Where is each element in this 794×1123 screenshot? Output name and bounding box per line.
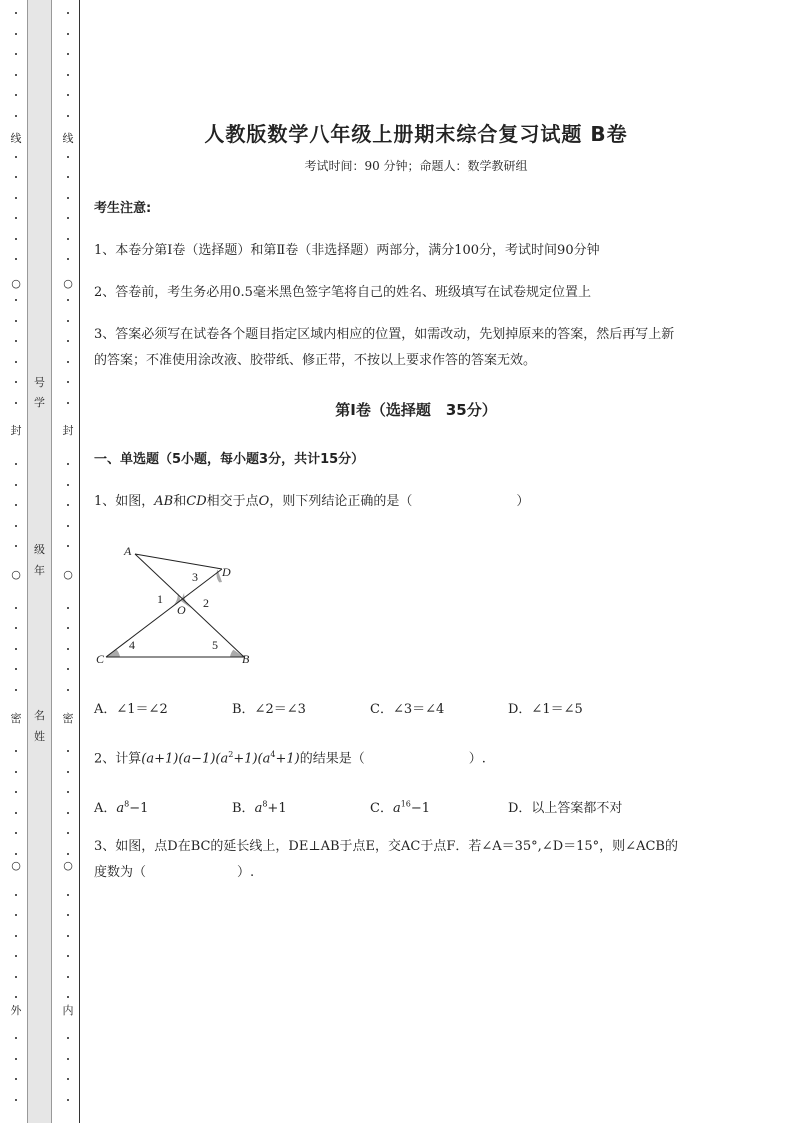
binding-right-dot	[67, 607, 69, 609]
binding-right-mark: ○	[60, 569, 76, 581]
binding-line	[79, 0, 80, 1123]
binding-right-dot	[67, 94, 69, 96]
binding-right-mark: 线	[60, 133, 76, 145]
part1-title: 第Ⅰ卷（选择题 35分）	[335, 401, 497, 419]
binding-left-dot	[15, 12, 17, 14]
q2-end: +1)	[275, 751, 300, 767]
binding-left-dot	[15, 74, 17, 76]
q1-option-b: B．∠2＝∠3	[232, 702, 306, 717]
binding-left-dot	[15, 832, 17, 834]
strip-label-hao: 号	[34, 376, 45, 389]
binding-left-dot	[15, 94, 17, 96]
binding-left-dot	[15, 750, 17, 752]
binding-right-dot	[67, 12, 69, 14]
label-o: O	[177, 603, 186, 617]
q1-ab: AB	[154, 494, 174, 509]
label-angle-4: 4	[129, 638, 135, 652]
binding-right-dot	[67, 935, 69, 937]
binding-left-dot	[15, 812, 17, 814]
q1-figure	[94, 535, 264, 670]
binding-right-dot	[67, 648, 69, 650]
binding-left-dot	[15, 545, 17, 547]
binding-right-dot	[67, 689, 69, 691]
label-c: C	[96, 652, 105, 666]
binding-left-dot	[15, 361, 17, 363]
binding-left-dot	[15, 1078, 17, 1080]
binding-right-dot	[67, 914, 69, 916]
binding-right-dot	[67, 484, 69, 486]
label-b: B	[242, 652, 250, 666]
q2-option-a	[94, 797, 148, 816]
notice-item-2: 2、答卷前，考生务必用0.5毫米黑色签字笔将自己的姓名、班级填写在试卷规定位置上	[94, 285, 591, 300]
binding-right-mark: 内	[60, 1005, 76, 1017]
q2-option-d: D．以上答案都不对	[508, 801, 623, 816]
binding-left-dot	[15, 627, 17, 629]
binding-dots-right	[64, 0, 72, 1123]
q2-exp2: 2	[228, 750, 234, 759]
binding-left-dot	[15, 791, 17, 793]
binding-left-mark: 线	[8, 133, 24, 145]
q2-option-c-exp: 16	[400, 799, 411, 809]
label-d: D	[222, 565, 231, 579]
binding-right-dot	[67, 853, 69, 855]
q1-option-c: C．∠3＝∠4	[370, 702, 445, 717]
q2-mid: +1)(a	[233, 751, 271, 767]
strip-label-nian: 年	[34, 564, 45, 577]
binding-left-dot	[15, 238, 17, 240]
binding-right-dot	[67, 525, 69, 527]
q2-option-b-label: B．	[232, 801, 255, 816]
q2-option-b	[232, 797, 287, 816]
binding-left-dot	[15, 299, 17, 301]
binding-left-dot	[15, 935, 17, 937]
binding-right-dot	[67, 197, 69, 199]
binding-left-dot	[15, 463, 17, 465]
q1-text-a: 1、如图，	[94, 494, 155, 509]
q2-exp4: 4	[270, 750, 276, 759]
strip-label-xue: 学	[34, 396, 45, 409]
label-angle-3: 3	[192, 570, 198, 584]
binding-right-dot	[67, 1078, 69, 1080]
binding-left-dot	[15, 976, 17, 978]
label-a: A	[124, 544, 132, 558]
binding-left-dot	[15, 771, 17, 773]
binding-strip	[27, 0, 52, 1123]
notice-item-1: 1、本卷分第Ⅰ卷（选择题）和第Ⅱ卷（非选择题）两部分，满分100分，考试时间90分钟	[94, 243, 600, 258]
binding-left-dot	[15, 914, 17, 916]
q2-option-b-exp: 8	[262, 799, 268, 809]
binding-right-dot	[67, 320, 69, 322]
binding-left-dot	[15, 1037, 17, 1039]
binding-left-dot	[15, 1099, 17, 1101]
question-2	[94, 742, 486, 772]
binding-left-dot	[15, 668, 17, 670]
binding-left-dot	[15, 320, 17, 322]
segment-cd	[106, 569, 222, 657]
q2-option-a-exp: 8	[124, 799, 130, 809]
q2-option-a-base: a	[116, 801, 125, 816]
binding-right-dot	[67, 791, 69, 793]
binding-left-dot	[15, 607, 17, 609]
binding-right-dot	[67, 33, 69, 35]
binding-right-dot	[67, 238, 69, 240]
binding-left-dot	[15, 484, 17, 486]
binding-right-dot	[67, 504, 69, 506]
binding-right-dot	[67, 668, 69, 670]
strip-label-xing: 姓	[34, 730, 45, 743]
binding-left-dot	[15, 504, 17, 506]
binding-right-dot	[67, 955, 69, 957]
q1-cd: CD	[186, 494, 207, 509]
question-3-line-2: 度数为（ ）.	[94, 865, 255, 880]
binding-left-mark: ○	[8, 860, 24, 872]
binding-right-dot	[67, 53, 69, 55]
q2-suffix: 的结果是（ ）.	[299, 751, 486, 767]
question-3-line-1: 3、如图，点D在BC的延长线上，DE⊥AB于点E，交AC于点F．若∠A＝35°,∠D＝15°，则∠ACB的	[94, 839, 678, 854]
binding-left-dot	[15, 525, 17, 527]
strip-label-ji: 级	[34, 543, 45, 556]
binding-right-dot	[67, 340, 69, 342]
binding-dots-left	[12, 0, 20, 1123]
binding-right-mark: 密	[60, 713, 76, 725]
binding-right-dot	[67, 812, 69, 814]
binding-right-dot	[67, 996, 69, 998]
binding-left-dot	[15, 381, 17, 383]
binding-right-dot	[67, 894, 69, 896]
label-angle-2: 2	[203, 596, 209, 610]
binding-left-mark: 外	[8, 1005, 24, 1017]
notice-item-3-cont: 的答案；不准使用涂改液、胶带纸、修正带，不按以上要求作答的答案无效。	[94, 353, 537, 368]
q2-option-c	[370, 797, 430, 816]
q2-prefix: 2、计算	[94, 751, 142, 767]
binding-right-dot	[67, 545, 69, 547]
q2-option-b-tail: +1	[267, 801, 287, 816]
binding-right-dot	[67, 463, 69, 465]
binding-right-dot	[67, 156, 69, 158]
binding-left-mark: 封	[8, 425, 24, 437]
binding-right-dot	[67, 299, 69, 301]
binding-left-dot	[15, 689, 17, 691]
q2-option-c-label: C．	[370, 801, 393, 816]
q2-option-c-tail: −1	[410, 801, 431, 816]
binding-left-dot	[15, 115, 17, 117]
label-angle-1: 1	[157, 592, 163, 606]
binding-left-dot	[15, 996, 17, 998]
q1-option-d: D．∠1＝∠5	[508, 702, 583, 717]
section-title: 一、单选题（5小题，每小题3分，共计15分）	[94, 452, 365, 467]
binding-left-dot	[15, 197, 17, 199]
binding-right-dot	[67, 402, 69, 404]
binding-left-dot	[15, 258, 17, 260]
binding-left-dot	[15, 853, 17, 855]
binding-right-dot	[67, 217, 69, 219]
q2-expr: (a+1)(a−1)(a	[141, 751, 229, 767]
q1-option-a: A．∠1＝∠2	[94, 702, 168, 717]
q2-option-a-tail: −1	[129, 801, 149, 816]
binding-left-dot	[15, 156, 17, 158]
strip-label-ming: 名	[34, 709, 45, 722]
binding-left-mark: 密	[8, 713, 24, 725]
binding-right-dot	[67, 361, 69, 363]
binding-left-mark: ○	[8, 278, 24, 290]
q1-o: O	[258, 494, 270, 509]
binding-left-dot	[15, 33, 17, 35]
binding-left-dot	[15, 53, 17, 55]
q1-text-c: ，则下列结论正确的是（ ）	[269, 494, 530, 509]
page-subtitle: 考试时间：90 分钟；命题人：数学教研组	[304, 159, 528, 173]
binding-right-mark: ○	[60, 860, 76, 872]
binding-right-dot	[67, 1058, 69, 1060]
binding-right-dot	[67, 771, 69, 773]
binding-right-dot	[67, 381, 69, 383]
binding-right-dot	[67, 976, 69, 978]
binding-right-dot	[67, 1037, 69, 1039]
binding-left-dot	[15, 217, 17, 219]
binding-right-mark: ○	[60, 278, 76, 290]
binding-right-dot	[67, 832, 69, 834]
binding-right-dot	[67, 74, 69, 76]
question-1	[94, 489, 529, 515]
q2-option-a-label: A．	[94, 801, 117, 816]
binding-right-dot	[67, 627, 69, 629]
binding-left-dot	[15, 1058, 17, 1060]
q1-and: 和	[173, 494, 187, 509]
binding-left-dot	[15, 894, 17, 896]
binding-left-dot	[15, 176, 17, 178]
binding-left-dot	[15, 340, 17, 342]
binding-right-dot	[67, 750, 69, 752]
page-title: 人教版数学八年级上册期末综合复习试题 B卷	[204, 122, 628, 146]
binding-right-dot	[67, 115, 69, 117]
binding-right-mark: 封	[60, 425, 76, 437]
q2-option-b-base: a	[254, 801, 263, 816]
notice-heading: 考生注意:	[94, 201, 152, 216]
q1-text-b: 相交于点	[206, 494, 259, 509]
binding-left-mark: ○	[8, 569, 24, 581]
q2-option-c-base: a	[392, 801, 401, 816]
label-angle-5: 5	[212, 638, 218, 652]
binding-right-dot	[67, 176, 69, 178]
binding-right-dot	[67, 258, 69, 260]
binding-left-dot	[15, 402, 17, 404]
notice-item-3: 3、答案必须写在试卷各个题目指定区域内相应的位置，如需改动，先划掉原来的答案，然后再写上新	[94, 327, 675, 342]
binding-right-dot	[67, 1099, 69, 1101]
binding-left-dot	[15, 955, 17, 957]
binding-left-dot	[15, 648, 17, 650]
